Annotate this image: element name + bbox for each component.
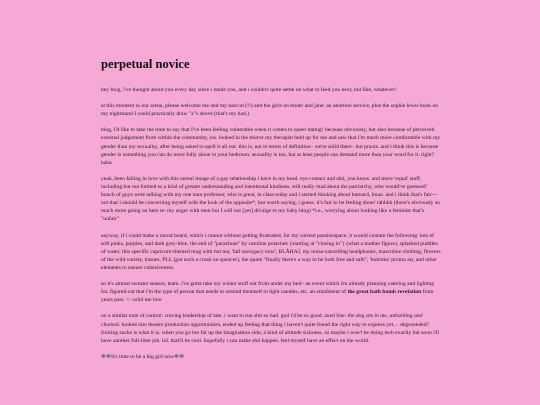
paragraph-text: looked into theatre production opportunities, ended up feeling that thing i haven't quite found the right way to express yet… degrounded? fucking sucks is what it is. when you go too far up the imagination side; a kind of altitude sickness. so maybe i won't be doing tech exactly but soon i'll have another full-time job. lol. that'll be cool. hopefully i can make shit happen. feel myself have an effect on the world. — [101, 321, 439, 344]
post-paragraph-8 — [101, 353, 441, 361]
paragraph-text: on a similar note of control: craving leadership of late. i want to run shit so bad. god i'd be so good. axed line: — [101, 313, 348, 320]
post-paragraph-1: hey blog, i've thought about you every day since i made you, and i couldn't quite settle on what to feed you next, but like, whatever! — [101, 87, 397, 93]
post-paragraph-5: anyway, if i could make a mood board, which i cannot without getting frustrated, for my current passionspace, it would contain the following: lots of soft pinks, purples, and dark grey-blue, the end of "parachute" by caroline polachek {starting at "closing in"} (what a mother figure), splashed puddles of water, this specific capricorn-themed mug with hot tea, 'fall surrogacy now', BLÅHAJ, my noise-cancelling headphones, masculine clothing, flowers of the wild variety, tissues, PLL (got such a crush on spencer), the quote "finally there's a way to be both free and safe", 'bottoms' promo art, and other elements to ensure cohesiveness. — [101, 232, 441, 271]
emoji-glyph: �� — [173, 354, 185, 360]
italic-quote: the dog sits in me, unbarking and chained. — [101, 313, 423, 328]
blog-title: perpetual novice — [101, 57, 190, 71]
post-paragraph-7 — [101, 312, 441, 344]
post-paragraph-6 — [101, 280, 441, 304]
post-paragraph-4: yeah, been falling in love with this unreal image of a gay relationship i have in my head. eye contact and shit, you know. and more 'equal' stuff, including but not limited to a kind of greater understanding and intentional kindness. still really mad about the patriarchy, who would've guessed? bunch of guys were talking with my one man professor, who is great, in class today and i started thinking about barnard, lmao. and i think that's fair— not that i should be concerning myself with the look of the opposite*, but worth saying, i guess. it's fair to be feeling done! rahhhh (there's obviously so much more going on here re: my anger with men but I will not [yet] divulge to my baby blog) *i.e., worrying about looking like a feminist that's "unfair" — [101, 175, 440, 223]
bath-bomb-link[interactable]: the great bath bomb revelation — [347, 289, 422, 296]
closing-line: it's time to be a big girl now — [111, 353, 174, 360]
post-paragraph-2: at this moment in our arena, please welcome me and my haircut (!!) and the girls on tinder and jane: an abortion service, plus the sophie lewis book on my nightstand I could practically draw "z"s above (that's my bad.) — [101, 103, 439, 118]
emoji-glyph: �� — [101, 354, 112, 360]
paragraph-text: so it's almost sweater season, team. i've gotta take my winter stuff out from under my bed– an event which i'm already planning catering and lighting for. figured out that i'm the type of person that needs to remind themself to light candles, etc. an entailment of — [101, 281, 435, 296]
blog-page — [101, 57, 441, 369]
paragraph-text: from years past. <- solid me lore — [101, 289, 434, 304]
post-paragraph-3: blog, I'd like to take the time to say that I've been feeling vulnerable when it comes to queer dating! because obviously, but also because of perceived external judgement from within the community, ow. looked in the mirror my therapist held up for me and saw that I'm much more comfortable with my gender than my sexuality, after being asked to spell it all out. this is, not in terms of definition– we're solid there– but praxis. and i think this is because gender is something you can do more fully alone in your bedroom. sexuality is too, but at least people can demand more than your word for it. right? haha — [101, 127, 441, 166]
